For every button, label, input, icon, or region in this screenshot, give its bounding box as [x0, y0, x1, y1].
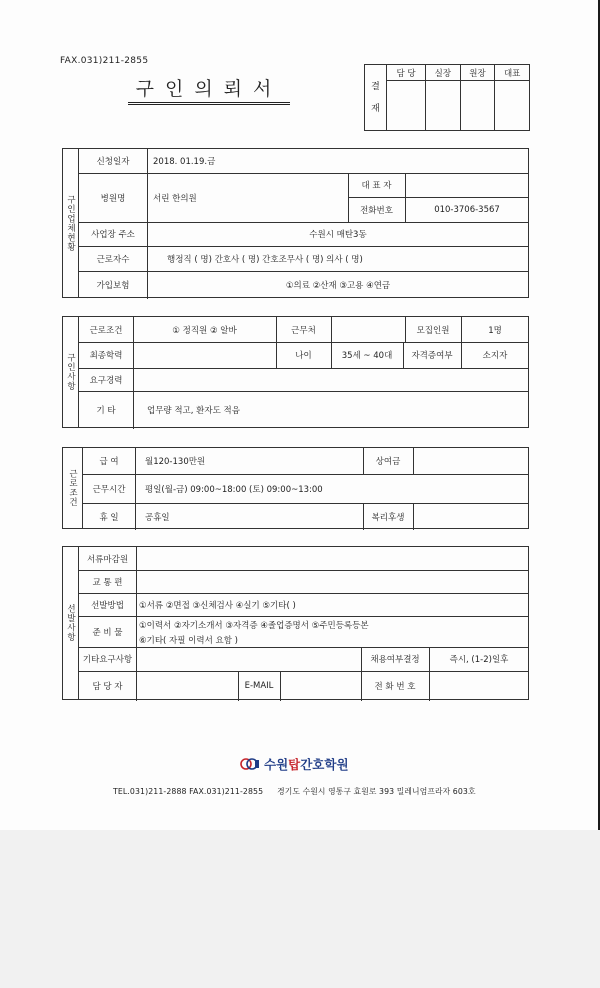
docs-label: 준 비 물 [92, 627, 123, 638]
insurance-label: 가입보험 [96, 281, 130, 291]
tel-value[interactable] [433, 671, 527, 701]
address-value[interactable]: 수원시 매탄3동 [309, 230, 367, 240]
other-label: 기타요구사항 [82, 655, 133, 665]
edu-label: 최종학력 [89, 351, 123, 361]
career-label: 요구경력 [89, 375, 123, 386]
approval-col-manager: 실장 [426, 65, 461, 81]
other-value[interactable] [141, 647, 356, 671]
welfare-value[interactable] [415, 503, 527, 530]
license-label: 자격증여부 [411, 351, 453, 361]
workplace-label: 근무처 [291, 325, 316, 336]
hospital-label: 병원명 [100, 193, 126, 204]
edu-value[interactable] [135, 342, 275, 368]
age-value[interactable]: 35세 ~ 40대 [341, 351, 393, 361]
salary-value[interactable]: 월120-130만원 [145, 457, 206, 467]
approval-sign-director[interactable] [460, 81, 495, 131]
docs-line-1[interactable]: ①이력서 ②자기소개서 ③자격증 ④졸업증명서 ⑤주민등록등본 [139, 620, 369, 631]
academy-logo-icon [240, 757, 260, 771]
bonus-label: 상여금 [375, 457, 401, 467]
approval-col-staff: 담 당 [387, 65, 426, 81]
cond-value[interactable]: ① 정직원 ② 알바 [172, 325, 237, 336]
tel-label: 전 화 번 호 [374, 682, 416, 692]
bonus-value[interactable] [415, 448, 527, 474]
salary-label: 급 여 [99, 457, 119, 467]
form-title: 구인의뢰서 [128, 74, 290, 105]
method-value[interactable]: ①서류 ②면접 ③신체검사 ④실기 ⑤기타( ) [139, 600, 296, 611]
result-value[interactable]: 즉시, (1-2)일후 [449, 655, 509, 665]
apply-date-value[interactable]: 2018. 01.19.금 [153, 157, 216, 167]
method-label: 선발방법 [91, 600, 124, 611]
hospital-value[interactable]: 서린 한의원 [153, 193, 197, 204]
workplace-value[interactable] [333, 317, 403, 342]
welfare-label: 복리후생 [371, 512, 405, 523]
etc-label: 기 타 [96, 406, 116, 416]
deadline-value[interactable] [141, 547, 526, 570]
headcount-label: 모집인원 [416, 325, 450, 336]
approval-sign-manager[interactable] [426, 81, 461, 131]
footer-phone-fax: TEL.031)211-2888 FAX.031)211-2855 [113, 787, 264, 796]
address-label: 사업장 주소 [91, 230, 135, 240]
approval-side-label: 결재 [365, 65, 387, 131]
fax-number: FAX.031)211-2855 [60, 56, 149, 66]
workers-value[interactable]: 행정직 ( 명) 간호사 ( 명) 간호조무사 ( 명) 의사 ( 명) [167, 254, 363, 265]
footer-contact [113, 786, 476, 797]
email-value[interactable] [283, 671, 359, 701]
approval-sign-staff[interactable] [387, 81, 426, 131]
transport-label: 교 통 편 [92, 577, 123, 588]
insurance-value[interactable]: ①의료 ②산재 ③고용 ④연금 [285, 281, 391, 291]
etc-value[interactable]: 업무량 적고, 환자도 적음 [147, 406, 240, 416]
result-label: 채용여부결정 [370, 655, 420, 665]
jobseeker-side-label: 구인사항 [63, 317, 79, 427]
rep-value[interactable] [411, 173, 521, 197]
approval-col-ceo: 대표 [495, 65, 530, 81]
jobseeker-section [62, 316, 529, 428]
headcount-value[interactable]: 1명 [488, 325, 502, 336]
rep-label: 대 표 자 [361, 181, 392, 191]
hours-label: 근무시간 [92, 484, 126, 495]
deadline-label: 서류마감원 [86, 554, 129, 565]
approval-sign-ceo[interactable] [495, 81, 530, 131]
phone-label: 전화번호 [360, 205, 393, 216]
selection-section [62, 546, 529, 700]
selection-side-label: 선발사항 [63, 547, 79, 699]
academy-logo [240, 755, 349, 773]
manager-label: 담 당 자 [92, 682, 123, 692]
company-side-label: 구인업체현황 [63, 149, 79, 297]
docs-line-2[interactable]: ⑥기타( 자필 이력서 요함 ) [139, 635, 238, 646]
scan-margin [0, 830, 600, 988]
career-value[interactable] [135, 368, 525, 391]
apply-date-label: 신청일자 [96, 157, 130, 167]
conditions-section [62, 447, 529, 529]
workers-label: 근로자수 [96, 254, 130, 265]
hours-value[interactable]: 평일(월-금) 09:00~18:00 (토) 09:00~13:00 [145, 484, 323, 495]
holiday-value[interactable]: 공휴일 [145, 512, 170, 523]
approval-col-director: 원장 [460, 65, 495, 81]
approval-box [364, 64, 530, 131]
email-label: E-MAIL [244, 681, 274, 691]
holiday-label: 휴 일 [99, 512, 119, 523]
cond-label: 근로조건 [89, 325, 123, 336]
phone-value[interactable]: 010-3706-3567 [434, 204, 500, 215]
academy-name: 수원탑간호학원 [264, 757, 349, 772]
company-section [62, 148, 529, 298]
license-value[interactable]: 소지자 [482, 351, 508, 361]
age-label: 나이 [295, 351, 312, 361]
manager-value[interactable] [141, 671, 236, 701]
conditions-side-label: 근로조건 [63, 448, 83, 528]
transport-value[interactable] [141, 570, 526, 593]
footer-address: 경기도 수원시 영통구 효원로 393 밀레니엄프라자 603호 [277, 787, 476, 796]
